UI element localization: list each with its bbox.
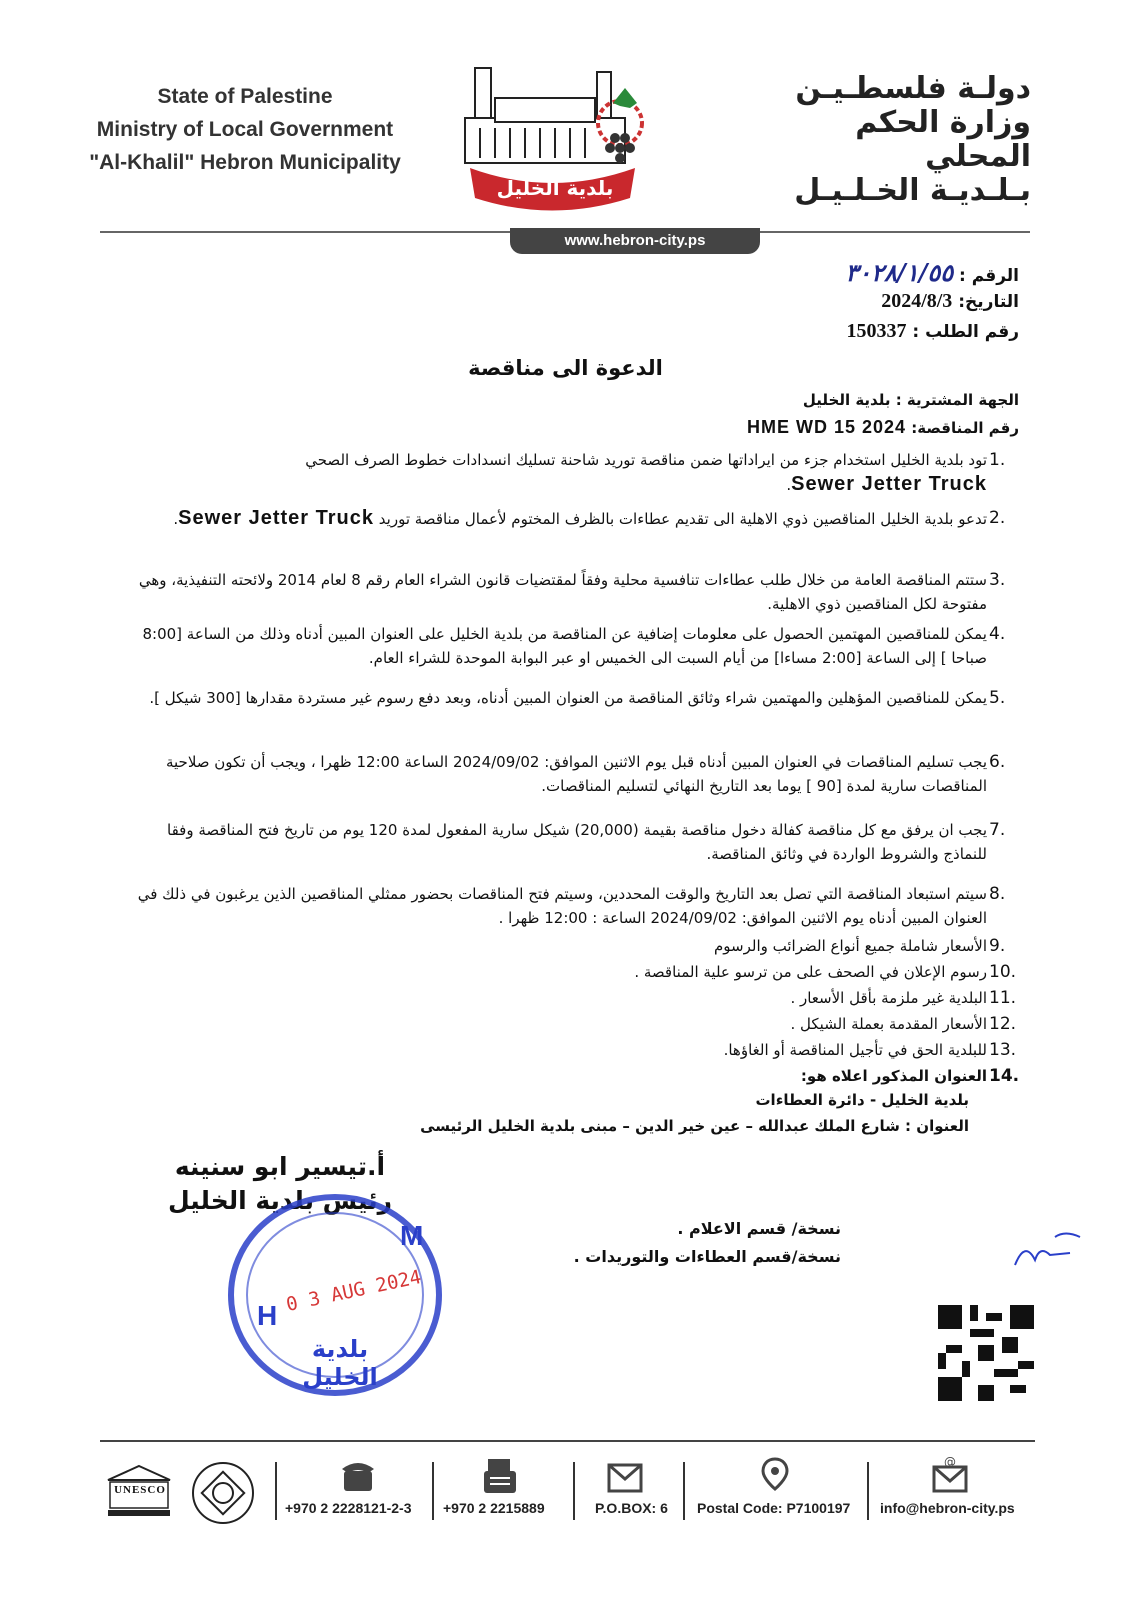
municipality-logo bbox=[445, 58, 660, 218]
list-item: 6. يجب تسليم المناقصات في العنوان المبين أدناه قبل يوم الاثنين الموافق: 2024/09/02 الساعة 12:00 ظهرا ، ويجب أن تكون صلاحية المناقصات سارية لمدة [90 ] يوما بعد التاريخ النهائي لتسليم المناقصات. bbox=[165, 752, 1006, 795]
footer-separator bbox=[573, 1462, 575, 1520]
header-en-line: Ministry of Local Government bbox=[96, 118, 394, 141]
header-en-line: State of Palestine bbox=[157, 85, 333, 108]
copies-block bbox=[441, 1215, 841, 1271]
stamp-date: 0 3 AUG 2024 bbox=[284, 1265, 424, 1317]
address-line: بلدية الخليل - دائرة العطاءات bbox=[755, 1091, 969, 1109]
page-title: الدعوة الى مناقصة bbox=[468, 356, 663, 380]
list-item: 4. يمكن للمناقصين المهتمين الحصول على معلومات إضافية عن المناقصة من بلدية الخليل على العنوان المبين أدناه وذلك من الساعة [8:00 صباحا ] إلى الساعة [2:00 مساءا] من أيام السبت الى الخميس او عبر البوابة الموحدة للشراء العام. bbox=[142, 624, 1006, 667]
footer-separator bbox=[867, 1462, 869, 1520]
footer-divider bbox=[100, 1440, 1035, 1442]
stamp-text: بلدية الخليل bbox=[302, 1335, 378, 1391]
header-en-line: "Al-Khalil" Hebron Municipality bbox=[89, 151, 401, 174]
qr-code bbox=[938, 1305, 1034, 1401]
list-item: 2. تدعو بلدية الخليل المناقصين ذوي الاهلية الى تقديم عطاءات بالظرف المختوم لأعمال مناقصة توريد Sewer Jetter Truck. bbox=[173, 507, 1006, 529]
website-link[interactable]: www.hebron-city.ps bbox=[510, 228, 760, 254]
logo-text: بلدية الخليل bbox=[496, 176, 614, 200]
stamp-letter-left: H bbox=[257, 1300, 278, 1331]
initials-signature bbox=[1010, 1225, 1090, 1275]
ref-value-handwritten: ٣٠٢٨/١/٥٥ bbox=[845, 258, 954, 287]
footer-pobox: P.O.BOX: 6 bbox=[595, 1500, 668, 1516]
website-bar bbox=[100, 228, 1030, 254]
list-item: 9. الأسعار شاملة جميع أنواع الضرائب والرسوم bbox=[714, 936, 1006, 956]
header-english bbox=[60, 80, 430, 179]
footer-separator bbox=[683, 1462, 685, 1520]
tender-number-line bbox=[119, 415, 1019, 440]
phone-icon bbox=[338, 1455, 378, 1495]
footer-postal: Postal Code: P7100197 bbox=[697, 1500, 851, 1516]
header-ar-line: دولـة فلسطـيـن bbox=[795, 71, 1031, 106]
list-item: 12. الأسعار المقدمة بعملة الشيكل . bbox=[790, 1014, 1017, 1034]
list-item: 14. العنوان المذكور اعلاه هو: bbox=[800, 1066, 1020, 1086]
signatory-name: أ.تيسير ابو سنينه bbox=[174, 1152, 386, 1181]
footer-phone[interactable]: +970 2 2228121-2-3 bbox=[285, 1500, 412, 1516]
svg-text:@: @ bbox=[944, 1455, 956, 1469]
tender-items bbox=[119, 448, 1019, 1138]
date-line bbox=[619, 290, 1019, 313]
header-ar-line: بـلـديـة الخـلـيـل bbox=[794, 173, 1031, 208]
footer-fax[interactable]: +970 2 2215889 bbox=[443, 1500, 545, 1516]
list-item: 11. البلدية غير ملزمة بأقل الأسعار . bbox=[790, 988, 1017, 1008]
tender-number-value: HME WD 15 2024 bbox=[746, 417, 907, 437]
list-item: 1. تود بلدية الخليل استخدام جزء من ايراداتها ضمن مناقصة توريد شاحنة تسليك انسدادات خطوط الصرف الصحي Sewer Jetter Truck. bbox=[305, 450, 1006, 495]
date-label: التاريخ: bbox=[958, 292, 1019, 312]
email-icon bbox=[930, 1455, 970, 1495]
list-item: 7. يجب ان يرفق مع كل مناقصة كفالة دخول مناقصة بقيمة (20,000) شيكل سارية المفعول لمدة 120 يوم من تاريخ فتح المناقصة وفقا للنماذج والشروط الواردة في وثائق المناقصة. bbox=[167, 820, 1006, 863]
tender-number-label: رقم المناقصة: bbox=[911, 419, 1019, 437]
header-arabic bbox=[771, 72, 1031, 208]
list-item: 3. ستتم المناقصة العامة من خلال طلب عطاءات تنافسية محلية وفقاً لمقتضيات قانون الشراء العام رقم 8 لعام 2014 ولائحته التنفيذية، وهي مفتوحة لكل المناقصين ذوي الاهلية. bbox=[138, 570, 1006, 613]
list-item: 13. للبلدية الحق في تأجيل المناقصة أو الغاؤها. bbox=[723, 1040, 1017, 1060]
list-item: 8. سيتم استبعاد المناقصة التي تصل بعد التاريخ والوقت المحددين، وسيتم فتح المناقصات بحضور ممثلي المناقصين الذين يرغبون في ذلك في العنوان المبين أدناه يوم الاثنين الموافق: 2024/09/02 الساعة : 12:00 ظهرا . bbox=[137, 884, 1006, 927]
world-heritage-emblem bbox=[190, 1460, 256, 1526]
address-line: العنوان : شارع الملك عبدالله – عين خير الدين – مبنى بلدية الخليل الرئيسى bbox=[420, 1117, 969, 1135]
copy-line: نسخة/قسم العطاءات والتوريدات . bbox=[573, 1247, 841, 1266]
list-item: 5. يمكن للمناقصين المؤهلين والمهتمين شراء وثائق المناقصة من العنوان المبين أدناه، وبعد دفع رسوم غير مستردة مقدارها [300 شيكل ]. bbox=[149, 688, 1006, 708]
request-line bbox=[619, 320, 1019, 343]
buyer-line: الجهة المشترية : بلدية الخليل bbox=[802, 391, 1019, 409]
footer-separator bbox=[432, 1462, 434, 1520]
official-stamp bbox=[225, 1190, 445, 1400]
mailbox-icon bbox=[605, 1455, 645, 1495]
location-pin-icon bbox=[755, 1455, 795, 1495]
footer-separator bbox=[275, 1462, 277, 1520]
unesco-logo bbox=[104, 1462, 174, 1522]
copy-line: نسخة/ قسم الاعلام . bbox=[677, 1219, 841, 1238]
header-ar-line: وزارة الحكم المحلي bbox=[855, 105, 1031, 174]
ref-label: الرقم : bbox=[959, 266, 1019, 286]
unesco-text: UNESCO bbox=[114, 1484, 166, 1496]
date-value: 2024/8/3 bbox=[881, 290, 953, 312]
request-label: رقم الطلب : bbox=[912, 322, 1019, 342]
footer-email[interactable]: info@hebron-city.ps bbox=[880, 1500, 1015, 1516]
stamp-letter-right: M bbox=[400, 1220, 424, 1251]
signatory-role: رئيس بلدية الخليل bbox=[167, 1186, 392, 1215]
list-item: 10. رسوم الإعلان في الصحف على من ترسو علية المناقصة . bbox=[634, 962, 1017, 982]
reference-line bbox=[619, 258, 1019, 287]
request-value: 150337 bbox=[846, 320, 907, 342]
fax-icon bbox=[480, 1455, 520, 1495]
